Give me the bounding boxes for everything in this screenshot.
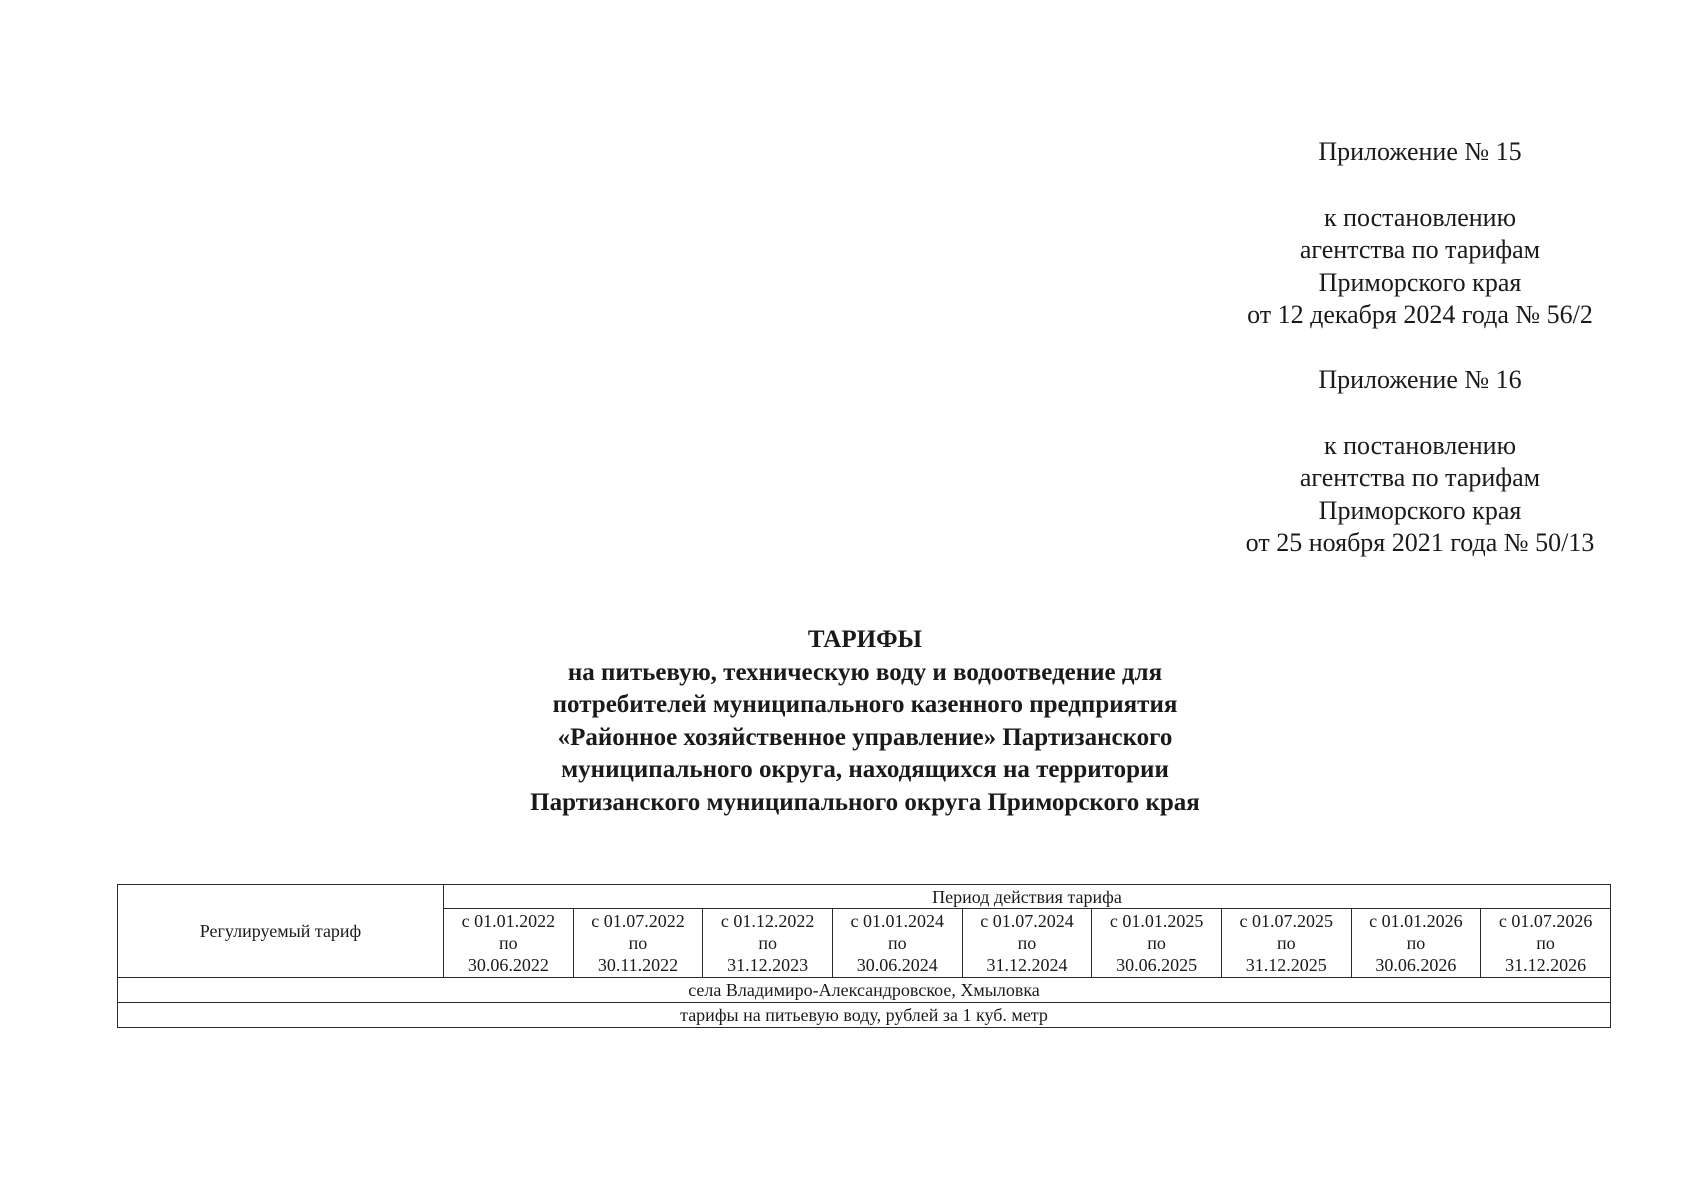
section-villages: села Владимиро-Александровское, Хмыловка <box>118 978 1611 1003</box>
appendix-15-line-1: к постановлению <box>1323 202 1517 232</box>
tariff-table <box>117 884 1611 1028</box>
appendix-15-block <box>1160 136 1680 332</box>
title-line-1: на питьевую, техническую воду и водоотведение для <box>567 658 1163 686</box>
table-row <box>118 1003 1611 1028</box>
period-header-cell: Период действия тарифа <box>444 885 1611 909</box>
appendix-15-line-2: агентства по тарифам <box>1299 235 1541 264</box>
period-cell: с 01.01.2025 по 30.06.2025 <box>1092 909 1222 978</box>
document-title <box>450 624 1280 819</box>
period-cell: с 01.07.2024 по 31.12.2024 <box>962 909 1092 978</box>
section-drinking-water: тарифы на питьевую воду, рублей за 1 куб. метр <box>118 1003 1611 1028</box>
period-cell: с 01.01.2022 по 30.06.2022 <box>444 909 574 978</box>
table-row <box>118 978 1611 1003</box>
period-cell: с 01.12.2022 по 31.12.2023 <box>703 909 833 978</box>
appendix-15-line-4: от 12 декабря 2024 года № 56/2 <box>1247 300 1593 329</box>
appendix-15-title: Приложение № 15 <box>1318 137 1522 166</box>
appendix-16-line-3: Приморского края <box>1318 495 1522 525</box>
table-header-row <box>118 885 1611 909</box>
title-main: ТАРИФЫ <box>807 626 923 653</box>
title-line-2: потребителей муниципального казенного предприятия <box>552 691 1178 718</box>
period-cell: с 01.07.2022 по 30.11.2022 <box>573 909 703 978</box>
appendix-16-title: Приложение № 16 <box>1318 365 1522 394</box>
appendix-15-line-3: Приморского края <box>1318 267 1522 297</box>
appendix-16-line-4: от 25 ноября 2021 года № 50/13 <box>1245 528 1595 557</box>
tariff-header-cell: Регулируемый тариф <box>118 885 444 978</box>
title-line-4: муниципального округа, находящихся на территории <box>561 756 1169 783</box>
period-cell: с 01.01.2026 по 30.06.2026 <box>1351 909 1481 978</box>
period-cell: с 01.07.2025 по 31.12.2025 <box>1221 909 1351 978</box>
period-cell: с 01.01.2024 по 30.06.2024 <box>832 909 962 978</box>
appendix-16-block <box>1160 364 1680 560</box>
title-line-3: «Районное хозяйственное управление» Партизанского <box>557 723 1173 751</box>
appendix-16-line-1: к постановлению <box>1323 430 1517 460</box>
title-line-5: Партизанского муниципального округа Приморского края <box>530 788 1200 816</box>
period-cell: с 01.07.2026 по 31.12.2026 <box>1481 909 1611 978</box>
appendix-16-line-2: агентства по тарифам <box>1299 463 1541 492</box>
